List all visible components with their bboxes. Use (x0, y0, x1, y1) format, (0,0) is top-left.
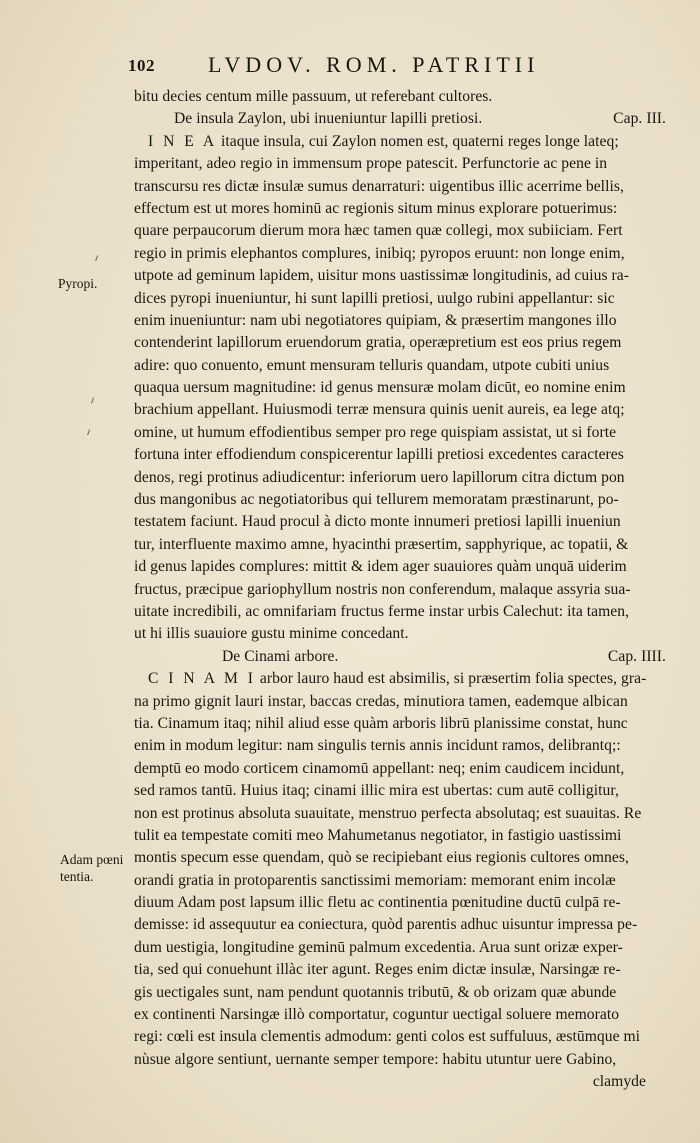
text-line: omine, ut humum effodientibus semper pro rege quispiam assistat, ut si forte (134, 423, 617, 441)
text-line: fructus, præcipue gariophyllum nostris non conferendum, malaque assyria sua- (134, 580, 631, 598)
marginal-tick-mark (91, 397, 98, 404)
text-line: regio in primis elephantos complures, inibiq; pyropos eruunt: non longe enim, (134, 244, 625, 262)
text-line: quare perpaucorum dierum mora hæc tamen quæ collegi, mox subiiciam. Fert (134, 222, 623, 240)
text-line: non est protinus absoluta suauitate, menstruo perfecta absolutaq; est suauitas. Re (134, 804, 642, 822)
text-line: diuum Adam post lapsum illic fletu ac continentia pœnitudine ductū culpā re- (134, 894, 621, 912)
text-line: brachium appellant. Huiusmodi terræ mensura quinis uenit aureis, ea lege atq; (134, 401, 625, 419)
text-line: regi: cœli est insula clementis admodum: genti colos est suffuluus, æstūmque mi (134, 1028, 641, 1046)
text-line: montis specum esse quendam, quò se recipiebant eius regionis cultores omnes, (134, 849, 629, 867)
chapter-number: Cap. III. (613, 110, 666, 128)
paragraph-opening-line (134, 131, 668, 153)
running-title: LVDOV. ROM. PATRITII (208, 52, 540, 77)
text-line: enim in modum legitur: nam singulis ternis annis incidunt ramos, delibrantq;: (134, 737, 621, 755)
text-line: orandi gratia in protoparentis sanctissimi memoriam: memorant enim incolæ (134, 871, 616, 889)
chapter-number: Cap. IIII. (607, 647, 666, 665)
text-line: id genus lapides complures: mittit & idem ager suauiores quàm unquā uiderim (134, 558, 627, 576)
text-line: gis uectigales sunt, nam pendunt quotannis tributū, & ob orizam quæ abunde (134, 983, 617, 1001)
text-line: ut hi illis suauiore gustu minime concedant. (134, 625, 409, 643)
chapter-title: De Cinami arbore. (222, 647, 339, 665)
text-line: tia, sed qui conuehunt illàc iter agunt. Reges enim dictæ insulæ, Narsingæ re- (134, 961, 621, 979)
margin-note-pyropi: Pyropi. (58, 276, 98, 291)
chapter-heading (134, 646, 668, 668)
paragraph-lead-capitals: I N E A (148, 132, 218, 150)
text-line: utpote ad geminum lapidem, uisitur mons uastissimæ longitudinis, ad cuius ra- (134, 267, 630, 285)
text-line: adire: quo conuento, emunt mensuram telluris quandam, utpote cubiti unius (134, 356, 610, 374)
text-line: enim inueniuntur: nam ubi negotiatores quipiam, & præsertim mangones illo (134, 311, 617, 329)
text-line: quaqua uersum magnitudine: id genus mensuræ molam dicūt, eo nomine enim (134, 379, 626, 397)
chapter-title: De insula Zaylon, ubi inueniuntur lapilli pretiosi. (174, 110, 483, 128)
text-line: denos, regi protinus adiudicentur: inferiorum uero lapillorum citra dictum pon (134, 468, 625, 486)
paragraph-lead-capitals: C I N A M I (148, 670, 256, 688)
marginal-tick-mark (87, 429, 94, 436)
margin-note-adam-line1: Adam pœni (60, 852, 124, 867)
paragraph-opening-line (134, 668, 668, 690)
text-line: dum uestigia, longitudine geminū palmum excedentia. Arua sunt orizæ exper- (134, 938, 623, 956)
text-line: sed ramos tantū. Huius itaq; cinami illic mira est ubertas: cum autē colligitur, (134, 782, 619, 800)
text-line: testatem faciunt. Haud procul à dicto monte innumeri pretiosi lapilli inueniun (134, 513, 621, 531)
text-line: tur, interfluente maximo amne, hyacinthi præsertim, sapphyrique, ac topatii, & (134, 535, 629, 553)
text-line: transcursu res dictæ insulæ sumus denarraturi: uigentibus illic acerrime bellis, (134, 177, 624, 195)
text-line: dus mangonibus ac negotiatoribus qui tellurem memoratam præstinarunt, po- (134, 491, 619, 509)
main-text-body (134, 86, 668, 1094)
paragraph-lead-rest: itaque insula, cui Zaylon nomen est, quaterni reges longe lateq; (217, 132, 619, 150)
text-line: imperitant, adeo regio in immensum prope patescit. Perfunctorie ac pene in (134, 155, 608, 173)
text-line: tia. Cinamum itaq; nihil aliud esse quàm arboris librū planissime constat, hunc (134, 714, 628, 732)
text-line: tulit ea tempestate comiti meo Mahumetanus negotiator, in fastigio uastissimi (134, 826, 622, 844)
marginal-tick-mark (95, 255, 102, 262)
text-line: nùsue algore sentiunt, uernante semper tempore: habitu utuntur uere Gabino, (134, 1050, 617, 1068)
text-line: effectum est ut mores hominū ac regionis situm minus explorare potuerimus: (134, 199, 618, 217)
page-number: 102 (128, 56, 155, 75)
text-line: dices pyropi inueniuntur, hi sunt lapilli pretiosi, uulgo rubini appellantur: sic (134, 289, 615, 307)
text-line: ex continenti Narsingæ illò comportatur, coguntur uectigal soluere memorato (134, 1006, 620, 1024)
margin-note-adam-line2: tentia. (60, 869, 94, 884)
text-line: fortuna inter effodiendum conspicerentur lapilli pretiosi excedentes caracteres (134, 446, 624, 464)
text-line: bitu decies centum mille passuum, ut referebant cultores. (134, 88, 493, 105)
catchword: clamyde (592, 1073, 646, 1091)
text-line: demptū eo modo corticem cinamomū appellant: neq; enim caudicem incidunt, (134, 759, 625, 777)
text-line: demisse: id assequutur ea coniectura, quòd parentis adhuc uisuntur impressa pe- (134, 916, 638, 934)
paragraph-lead-rest: arbor lauro haud est absimilis, si præsertim folia spectes, gra- (255, 670, 647, 688)
text-line: na primo gignit lauri instar, baccas credas, minutiora tamen, eademque albican (134, 692, 628, 710)
text-line: contenderint lapillorum eruendorum gratia, operæpretium est eos prius regem (134, 334, 622, 352)
text-line: uitate incredibili, ac omnifariam fructus ferme instar urbis Calechut: ita tamen, (134, 602, 630, 620)
chapter-heading (134, 108, 668, 130)
page-header (128, 52, 590, 82)
